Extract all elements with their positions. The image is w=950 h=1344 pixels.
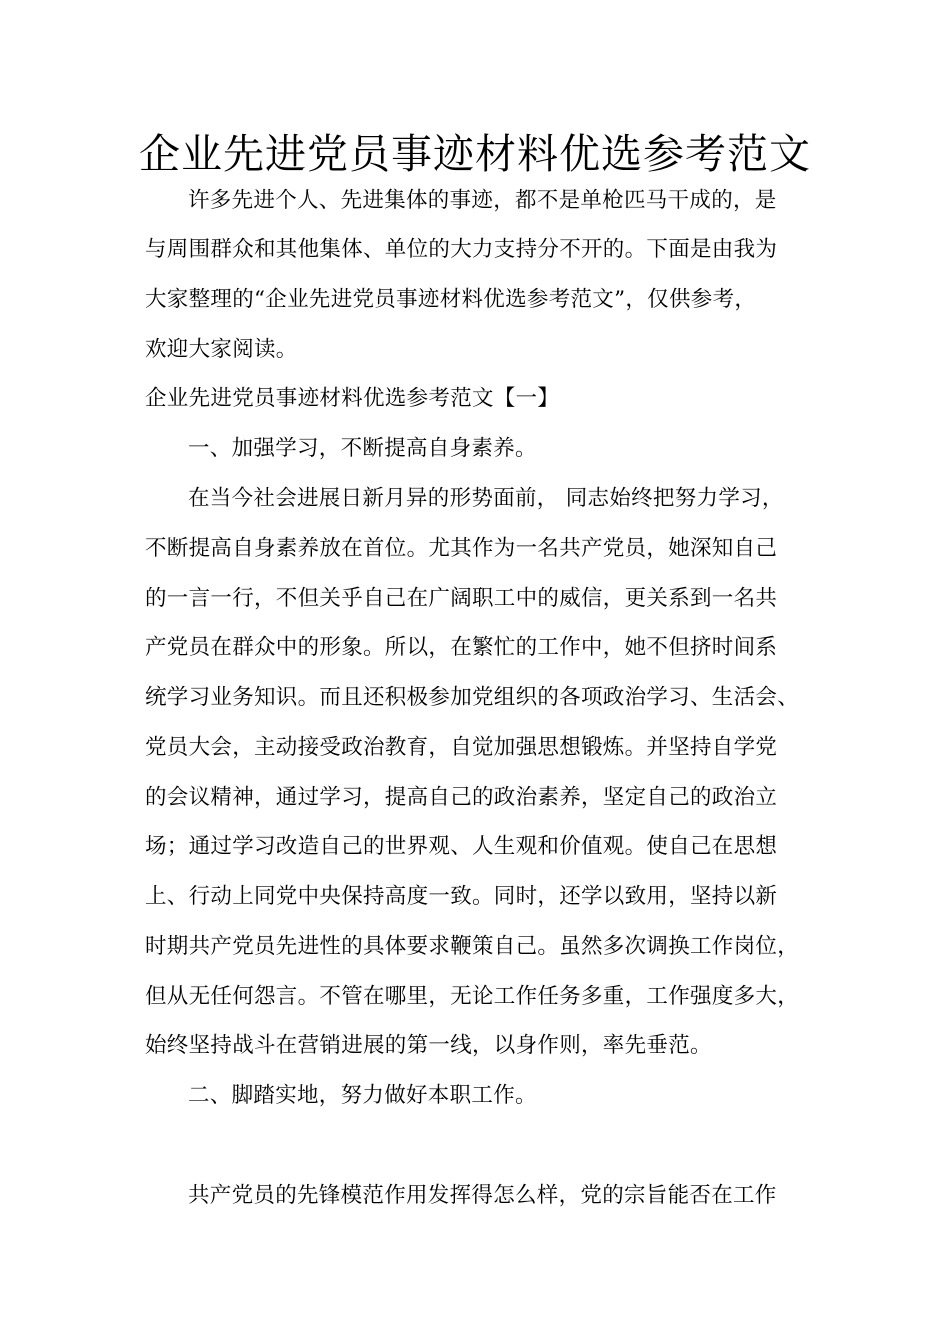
body-line-1: 在当今社会进展日新月异的形势面前， 同志始终把努力学习， [188, 486, 784, 511]
body-line-5: 统学习业务知识。而且还积极参加党组织的各项政治学习、生活会、 [145, 685, 800, 710]
intro-line-2: 与周围群众和其他集体、单位的大力支持分不开的。下面是由我为 [145, 237, 778, 262]
body-line-10: 时期共产党员先进性的具体要求鞭策自己。虽然多次调换工作岗位， [145, 934, 800, 959]
body-line-11: 但从无任何怨言。不管在哪里，无论工作任务多重，工作强度多大， [145, 984, 800, 1009]
intro-line-4: 欢迎大家阅读。 [145, 337, 298, 362]
body-line-2: 不断提高自身素养放在首位。尤其作为一名共产党员，她深知自己 [145, 536, 778, 561]
body-line-13: 共产党员的先锋模范作用发挥得怎么样，党的宗旨能否在工作 [188, 1183, 777, 1208]
body-line-7: 的会议精神，通过学习，提高自己的政治素养，坚定自己的政治立 [145, 785, 778, 810]
body-line-8: 场；通过学习改造自己的世界观、人生观和价值观。使自己在思想 [145, 834, 778, 859]
body-line-6: 党员大会，主动接受政治教育，自觉加强思想锻炼。并坚持自学党 [145, 735, 778, 760]
body-line-4: 产党员在群众中的形象。所以，在繁忙的工作中，她不但挤时间系 [145, 635, 778, 660]
section-heading-1: 企业先进党员事迹材料优选参考范文【一】 [145, 386, 560, 411]
subheading-1: 一、加强学习，不断提高自身素养。 [188, 436, 537, 461]
intro-line-1: 许多先进个人、先进集体的事迹，都不是单枪匹马干成的，是 [188, 188, 777, 213]
intro-line-3: 大家整理的“企业先进党员事迹材料优选参考范文”，仅供参考， [145, 287, 757, 312]
document-title: 企业先进党员事迹材料优选参考范文 [139, 130, 811, 178]
subheading-2: 二、脚踏实地，努力做好本职工作。 [188, 1083, 537, 1108]
body-line-9: 上、行动上同党中央保持高度一致。同时，还学以致用，坚持以新 [145, 884, 778, 909]
body-line-3: 的一言一行，不但关乎自己在广阔职工中的威信，更关系到一名共 [145, 586, 778, 611]
body-line-12: 始终坚持战斗在营销进展的第一线，以身作则，率先垂范。 [145, 1033, 712, 1058]
